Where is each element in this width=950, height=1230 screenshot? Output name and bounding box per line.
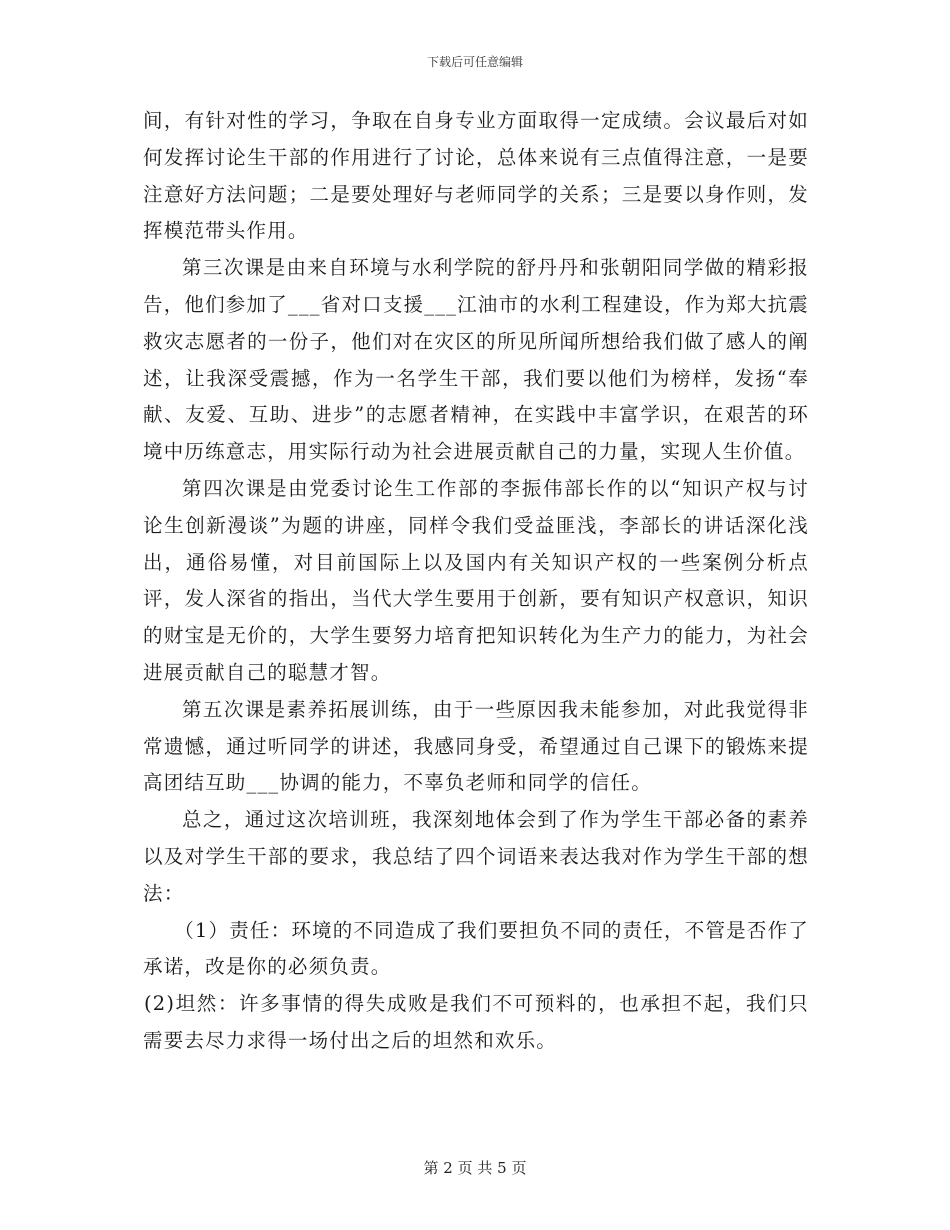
page-header: 下载后可任意编辑 bbox=[426, 55, 523, 69]
paragraph-continuation: 间，有针对性的学习，争取在自身专业方面取得一定成绩。会议最后对如何发挥讨论生干部的作用进行了讨论，总体来说有三点值得注意，一是要注意好方法问题；二是要处理好与老师同学的关系；三是要以身作则，发挥模范带头作用。 bbox=[143, 109, 809, 243]
paragraph-item-composure: (2)坦然：许多事情的得失成败是我们不可预料的，也承担不起，我们只需要去尽力求得一场付出之后的坦然和欢乐。 bbox=[143, 992, 809, 1052]
document-body bbox=[143, 103, 809, 1060]
page-number: 第 2 页 共 5 页 bbox=[423, 1159, 527, 1177]
paragraph-summary: 总之，通过这次培训班，我深刻地体会到了作为学生干部必备的素养以及对学生干部的要求，我总结了四个词语来表达我对作为学生干部的想法： bbox=[143, 808, 809, 905]
paragraph-fifth-lesson: 第五次课是素养拓展训练，由于一些原因我未能参加，对此我觉得非常遗憾，通过听同学的讲述，我感同身受，希望通过自己课下的锻炼来提高团结互助___协调的能力，不辜负老师和同学的信任。 bbox=[143, 697, 809, 795]
paragraph-third-lesson: 第三次课是由来自环境与水利学院的舒丹丹和张朝阳同学做的精彩报告，他们参加了___省对口支援___江油市的水利工程建设，作为郑大抗震救灾志愿者的一份子，他们对在灾区的所见所闻所想给我们做了感人的阐述，让我深受震撼，作为一名学生干部，我们要以他们为榜样，发扬“奉献、友爱、互助、进步”的志愿者精神，在实践中丰富学识，在艰苦的环境中历练意志，用实际行动为社会进展贡献自己的力量，实现人生价值。 bbox=[143, 256, 810, 464]
paragraph-fourth-lesson: 第四次课是由党委讨论生工作部的李振伟部长作的以“知识产权与讨论生创新漫谈”为题的讲座，同样令我们受益匪浅，李部长的讲话深化浅出，通俗易懂，对目前国际上以及国内有关知识产权的一些案例分析点评，发人深省的指出，当代大学生要用于创新，要有知识产权意识，知识的财宝是无价的，大学生要努力培育把知识转化为生产力的能力，为社会进展贡献自己的聪慧才智。 bbox=[143, 476, 809, 684]
paragraph-item-responsibility: （1）责任：环境的不同造成了我们要担负不同的责任，不管是否作了承诺，改是你的必须负责。 bbox=[143, 918, 809, 979]
